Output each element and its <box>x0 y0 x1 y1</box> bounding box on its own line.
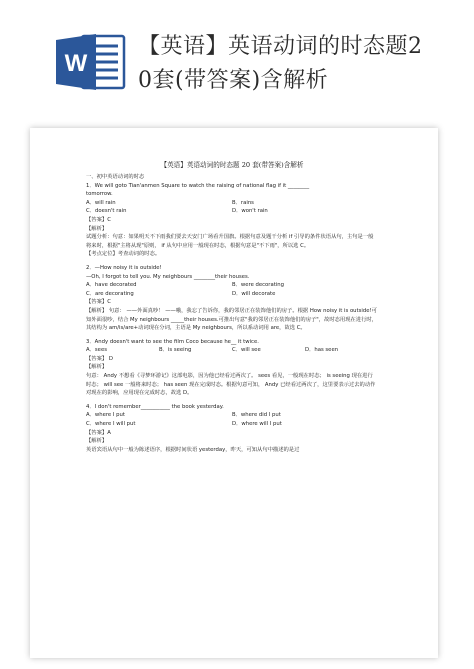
q2-stem: 2．—How noisy it is outside! <box>86 264 162 271</box>
section-heading: 一、初中英语动词的时态 <box>86 174 145 180</box>
q1-option-c: C．doesn't rain <box>86 208 127 215</box>
q1-options-row-1 <box>86 199 378 208</box>
word-doc-icon <box>56 34 126 90</box>
q1-point: 【考点定位】考查动词的时态。 <box>86 251 161 258</box>
q4-option-d: D．where will I put <box>232 421 282 428</box>
q3-analysis-label: 【解析】 <box>86 364 108 371</box>
title-line-2: 0套(带答案)含解析 <box>138 68 329 93</box>
q4-options-row-1 <box>86 411 378 420</box>
q3-options-row <box>86 346 378 355</box>
title-line-1: 【英语】英语动词的时态题2 <box>138 34 423 59</box>
header-banner <box>0 0 474 118</box>
q2-analysis: 【解析】 句意： ——外面真吵！ ——哦，我忘了告诉你，我的邻居正在装饰他们的房子。根据 How noisy it is outside!可知外面很吵，结合 My neighbours _____their houses.可推出句意"我的邻居正在装饰他们的房子"，故时态用现在进行时，其结构为 am/is/are+动词现在分词，主语是 My neighbours，所以系动词用 are，故选 C。 <box>86 307 378 332</box>
q2-option-d: D．will decorate <box>232 290 276 297</box>
q4-option-c: C．where I will put <box>86 421 136 428</box>
q4-option-b: B．where did I put <box>232 412 281 419</box>
q2-answer: 【答案】C <box>86 299 111 306</box>
page-title <box>138 30 458 98</box>
q1-stem: 1．We will goto Tian'anmen Square to watch the raising of national flag if it ________ <box>86 182 310 189</box>
q4-stem: 4．I don't remember___________ the book yesterday. <box>86 403 224 410</box>
q3-option-b: B．is seeing <box>159 347 192 354</box>
q2-option-c: C．are decorating <box>86 290 134 297</box>
q3-option-c: C．will see <box>232 347 261 354</box>
q4-analysis: 英语宾语从句中一般为陈述语序，根据时间状语 yesterday，昨天，可知从句中描述的是过 <box>86 446 300 453</box>
q3-option-a: A．sees <box>86 347 107 354</box>
q3-analysis: 句意： Andy 不想看《寻梦环游记》这部电影，因为他已经看过两次了。 sees 看见，一般现在时态； is seeing 现在进行时态； will see 一般将来时态； has seen 现在完成时态。根据句意可知， Andy 已经看过两次了，这里要表示过去的动作对现在的影响，应用现在完成时态，故选 D。 <box>86 373 376 397</box>
q2-option-b: B．were decorating <box>232 282 284 289</box>
q1-options-row-2 <box>86 207 378 216</box>
document-content <box>86 160 378 454</box>
q1-answer: 【答案】C <box>86 216 111 223</box>
q1-option-b: B．rains <box>232 199 254 206</box>
q1-stem-cont: tomorrow. <box>86 191 113 198</box>
svg-text:W: W <box>64 50 88 77</box>
q2-options-row-1 <box>86 281 378 290</box>
q1-analysis-label: 【解析】 <box>86 225 108 232</box>
q3-stem: 3．Andy doesn't want to see the film Coco because he__ it twice. <box>86 338 259 345</box>
q4-option-a: A．where I put <box>86 412 125 419</box>
q1-analysis: 试题分析：句意：如果明天不下雨我们要去天安门广场看升国旗。根据句意及题干分析 if 引导的条件状语从句，主句是一般将来时，根据"主将从现"原则， if 从句中应用一般现在时态，根据句意是"不下雨"，所以选 C。 <box>86 234 374 249</box>
q1-option-d: D．won't rain <box>232 208 268 215</box>
q2-option-a: A．have decorated <box>86 282 137 289</box>
q4-analysis-label: 【解析】 <box>86 438 108 445</box>
q2-stem-cont: —Oh, I forgot to tell you. My neighbours ________their houses. <box>86 273 250 280</box>
document-title: 【英语】英语动词的时态题 20 套(带答案)含解析 <box>160 161 304 169</box>
q2-options-row-2 <box>86 290 378 299</box>
q4-answer: 【答案】A <box>86 429 111 436</box>
q3-answer: 【答案】 D <box>86 355 113 362</box>
q1-option-a: A．will rain <box>86 199 116 206</box>
q3-option-d: D．has seen <box>305 347 339 354</box>
q4-options-row-2 <box>86 420 378 429</box>
